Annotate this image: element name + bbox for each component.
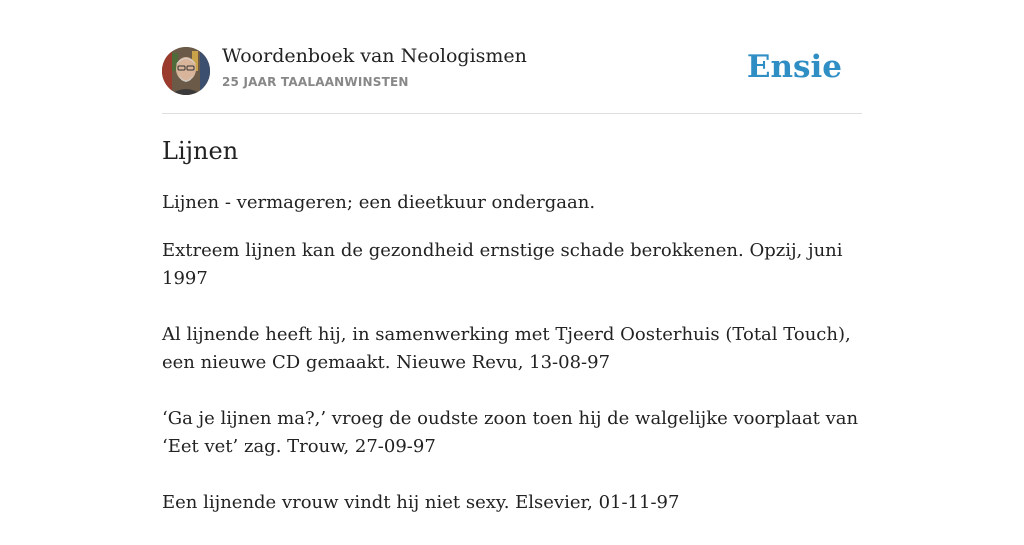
ensie-logo[interactable]: Ensie: [746, 49, 842, 85]
site-title[interactable]: Woordenboek van Neologismen: [222, 45, 527, 67]
author-avatar[interactable]: [162, 47, 210, 95]
site-subtitle: 25 JAAR TAALAANWINSTEN: [222, 75, 409, 89]
quote-item: Al lijnende heeft hij, in samenwerking met Tjeerd Oosterhuis (Total Touch), een nieuwe CD gemaakt. Nieuwe Revu, 13-08-97: [162, 324, 851, 373]
site-header: [162, 0, 862, 114]
entry-definition: Lijnen - vermageren; een dieetkuur ondergaan.: [162, 192, 596, 213]
quote-item: ‘Ga je lijnen ma?,’ vroeg de oudste zoon toen hij de walgelijke voorplaat van ‘Eet vet’ zag. Trouw, 27-09-97: [162, 408, 859, 457]
quote-list: [162, 237, 862, 545]
page-container: [162, 0, 862, 513]
entry-title: Lijnen: [162, 137, 239, 165]
author-portrait-icon: [162, 47, 210, 95]
quote-item: Een lijnende vrouw vindt hij niet sexy. Elsevier, 01-11-97: [162, 492, 680, 513]
quote-item: Extreem lijnen kan de gezondheid ernstige schade berokkenen. Opzij, juni 1997: [162, 240, 843, 289]
